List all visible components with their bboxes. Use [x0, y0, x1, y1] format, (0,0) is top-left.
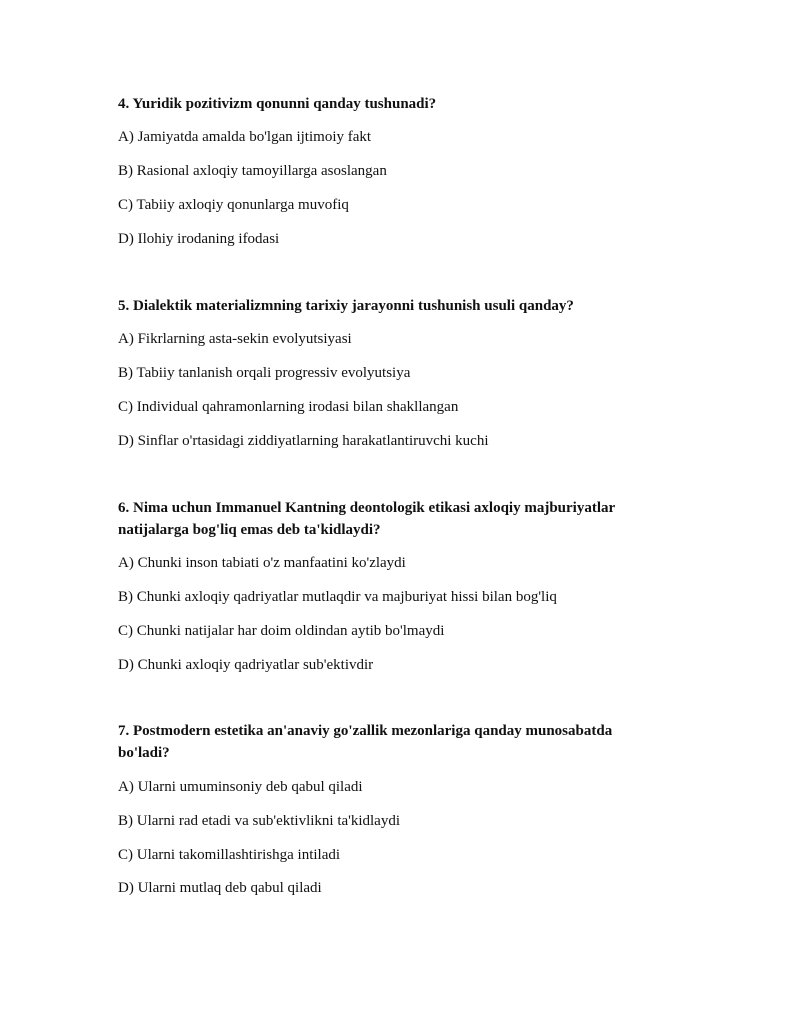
question-7 — [118, 720, 658, 896]
question-4 — [118, 93, 658, 247]
option-d: D) Ularni mutlaq deb qabul qiladi — [118, 880, 322, 896]
question-title: 5. Dialektik materializmning tarixiy jarayonni tushunish usuli qanday? — [118, 298, 574, 314]
option-c: C) Ularni takomillashtirishga intiladi — [118, 847, 341, 863]
option-d: D) Chunki axloqiy qadriyatlar sub'ektivdir — [118, 657, 374, 673]
question-title: 4. Yuridik pozitivizm qonunni qanday tushunadi? — [118, 96, 437, 112]
option-b: B) Tabiiy tanlanish orqali progressiv evolyutsiya — [118, 365, 411, 381]
option-a: A) Jamiyatda amalda bo'lgan ijtimoiy fakt — [118, 129, 372, 145]
option-b: B) Rasional axloqiy tamoyillarga asoslangan — [118, 163, 387, 179]
option-d: D) Ilohiy irodaning ifodasi — [118, 231, 280, 247]
option-a: A) Chunki inson tabiati o'z manfaatini ko'zlaydi — [118, 555, 406, 571]
option-a: A) Fikrlarning asta-sekin evolyutsiyasi — [118, 331, 352, 347]
option-b: B) Ularni rad etadi va sub'ektivlikni ta'kidlaydi — [118, 813, 401, 829]
question-title: 6. Nima uchun Immanuel Kantning deontologik etikasi axloqiy majburiyatlar natijalarga bog'liq emas deb ta'kidlaydi? — [118, 500, 615, 538]
option-b: B) Chunki axloqiy qadriyatlar mutlaqdir va majburiyat hissi bilan bog'liq — [118, 589, 557, 605]
question-title: 7. Postmodern estetika an'anaviy go'zallik mezonlariga qanday munosabatda bo'ladi? — [118, 723, 613, 761]
question-5 — [118, 295, 658, 449]
option-c: C) Individual qahramonlarning irodasi bilan shakllangan — [118, 399, 459, 415]
question-6 — [118, 497, 658, 673]
option-d: D) Sinflar o'rtasidagi ziddiyatlarning harakatlantiruvchi kuchi — [118, 433, 489, 449]
option-c: C) Chunki natijalar har doim oldindan aytib bo'lmaydi — [118, 623, 445, 639]
option-c: C) Tabiiy axloqiy qonunlarga muvofiq — [118, 197, 349, 213]
option-a: A) Ularni umuminsoniy deb qabul qiladi — [118, 779, 363, 795]
